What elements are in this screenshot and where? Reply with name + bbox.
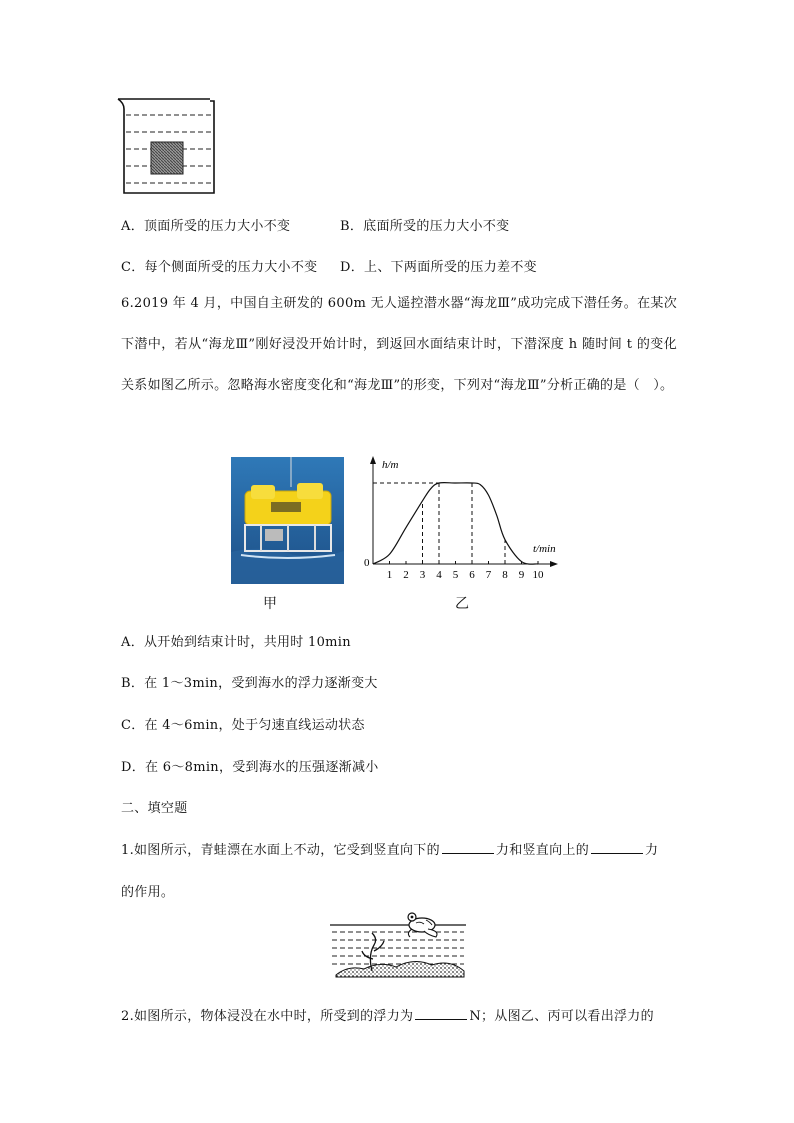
section-heading: 二、填空题	[121, 801, 188, 816]
frog-figure	[328, 911, 468, 981]
origin-label: 0	[364, 557, 370, 569]
depth-time-graph	[362, 452, 562, 587]
submersible-photo	[231, 457, 344, 584]
x-tick-label: 2	[403, 569, 409, 581]
q1-text-part3: 力	[645, 843, 659, 858]
q5-option-b: B．底面所受的压力大小不变	[340, 219, 510, 234]
x-tick-label: 7	[485, 569, 492, 581]
x-tick-label: 5	[452, 569, 459, 581]
x-tick-label: 4	[436, 569, 442, 581]
x-axis-label: t/min	[533, 543, 556, 555]
x-tick-label: 3	[419, 569, 426, 581]
q5-option-a: A．顶面所受的压力大小不变	[121, 219, 291, 234]
photo-caption: 甲	[263, 596, 277, 612]
x-tick-label: 8	[502, 569, 508, 581]
q6-option-b: B．在 1～3min，受到海水的浮力逐渐变大	[121, 676, 378, 691]
q2-blank-1[interactable]	[415, 1009, 467, 1020]
q6-question-text: 6.2019 年 4 月，中国自主研发的 600m 无人遥控潜水器“海龙Ⅲ”成功完成下潜任务。在某次下潜中，若从“海龙Ⅲ”刚好浸没开始计时，到返回水面结束计时，下潜深度 h 随时间 t 的变化关系如图乙所示。忽略海水密度变化和“海龙Ⅲ”的形变，下列对“海龙Ⅲ”分析正确的是（ ）。	[121, 296, 677, 393]
fill-question-1	[121, 839, 658, 858]
y-axis-label: h/m	[382, 459, 399, 471]
fill-question-2	[121, 1005, 654, 1024]
q1-text-part2: 力和竖直向上的	[495, 843, 590, 858]
x-tick-label: 10	[532, 569, 544, 581]
x-tick-label: 6	[469, 569, 475, 581]
beaker-figure	[116, 97, 216, 197]
x-tick-label: 1	[386, 569, 393, 581]
q6-option-d: D．在 6～8min，受到海水的压强逐渐减小	[121, 760, 379, 775]
q1-blank-1[interactable]	[442, 843, 494, 854]
y-axis-arrow	[370, 456, 376, 464]
submerged-cube	[151, 142, 183, 174]
q5-option-d: D．上、下两面所受的压力差不变	[340, 260, 537, 275]
q5-option-c: C．每个侧面所受的压力大小不变	[121, 260, 318, 275]
q6-option-c: C．在 4～6min，处于匀速直线运动状态	[121, 718, 365, 733]
q2-text-part1: 2.如图所示，物体浸没在水中时，所受到的浮力为	[121, 1009, 414, 1024]
q1-blank-2[interactable]	[591, 843, 643, 854]
x-tick-label: 9	[518, 569, 525, 581]
depth-curve	[373, 483, 538, 565]
x-axis-arrow	[550, 561, 558, 567]
frog-icon	[408, 913, 437, 937]
q6-option-a: A．从开始到结束计时，共用时 10min	[121, 635, 351, 650]
q2-text-part2: N；从图乙、丙可以看出浮力的	[469, 1009, 654, 1024]
q1-text-part1: 1.如图所示，青蛙漂在水面上不动，它受到竖直向下的	[121, 843, 440, 858]
graph-caption: 乙	[455, 596, 469, 612]
fill-question-1-line2: 的作用。	[121, 885, 175, 900]
